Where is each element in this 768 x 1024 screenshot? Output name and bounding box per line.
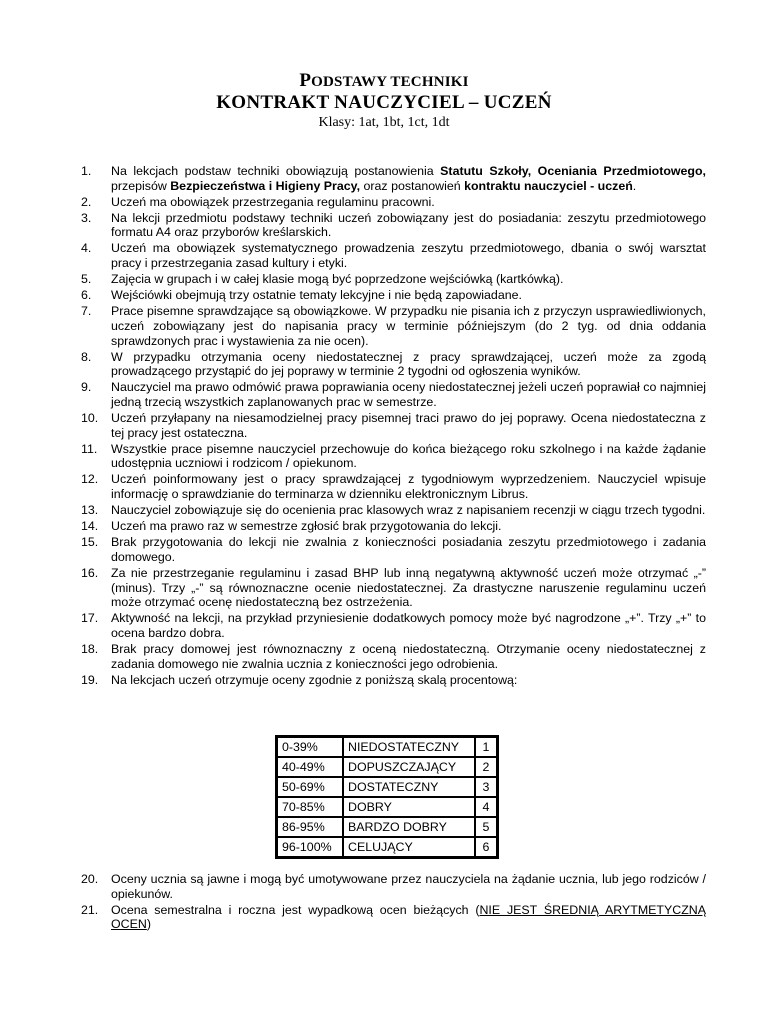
rule-text-underlined: NIE JEST ŚREDNIĄ ARYTMETYCZNĄ OCEN [111, 902, 706, 932]
rule-item [78, 288, 706, 303]
grade-value-cell: 1 [475, 737, 497, 757]
rule-number: 9. [81, 380, 92, 395]
grade-scale-row [277, 837, 497, 857]
rule-text: Uczeń ma obowiązek systematycznego prowadzenia zeszytu przedmiotowego, dbania o swój warsztat pracy i przestrzegania zasad kultury i etyki. [111, 241, 706, 271]
rule-number: 7. [81, 304, 92, 319]
rule-item [78, 304, 706, 348]
rule-item [78, 195, 706, 210]
grade-range-cell: 40-49% [277, 757, 343, 777]
rule-number: 4. [81, 241, 92, 256]
grade-name-cell: DOSTATECZNY [343, 777, 475, 797]
rule-text: Wejściówki obejmują trzy ostatnie tematy lekcyjne i nie będą zapowiadane. [111, 288, 522, 303]
rule-text: Na lekcjach uczeń otrzymuje oceny zgodnie z poniższą skalą procentową: [111, 672, 518, 687]
rule-item [78, 611, 706, 640]
grade-name-cell: DOBRY [343, 797, 475, 817]
grade-scale-row [277, 817, 497, 837]
rule-number: 5. [81, 272, 92, 287]
subject-title [0, 70, 768, 92]
rule-text: ) [146, 917, 151, 932]
rule-number: 12. [81, 472, 99, 487]
rule-text: Za nie przestrzeganie regulaminu i zasad BHP lub inną negatywną aktywność uczeń może otrzymać „-” (minus). Trzy „-” są równoznaczne ocenie niedostatecznej. Za drastyczne naruszenie regulaminu uczeń może otrzymać ocenę niedostateczną bez ostrzeżenia. [111, 565, 706, 610]
contract-title: KONTRAKT NAUCZYCIEL – UCZEŃ [216, 92, 552, 113]
grade-range-cell: 50-69% [277, 777, 343, 797]
rule-number: 11. [81, 441, 98, 456]
grade-range-cell: 96-100% [277, 837, 343, 857]
grade-scale-table [275, 735, 499, 859]
grade-scale-row [277, 737, 497, 757]
rule-text: Aktywność na lekcji, na przykład przyniesienie dodatkowych pomocy może być nagrodzone „+”. Trzy „+” to ocena bardzo dobra. [111, 611, 706, 640]
grade-scale-row [277, 777, 497, 797]
rule-item [78, 241, 706, 270]
rule-number: 17. [81, 611, 99, 626]
rule-item [78, 272, 706, 287]
rule-number: 1. [81, 164, 92, 178]
rule-number: 20. [81, 872, 99, 886]
rule-number: 18. [81, 641, 99, 656]
rule-number: 10. [81, 411, 99, 425]
rule-number: 3. [81, 210, 92, 225]
grade-name-cell: DOPUSZCZAJĄCY [343, 757, 475, 777]
rule-text: Prace pisemne sprawdzające są obowiązkowe. W przypadku nie pisania ich z przyczyn usprawiedliwionych, uczeń zobowiązany jest do napisania pracy w terminie późniejszym (do 2 tyg. od dnia oddania sprawdzonych prac i wystawienia za nie ocen). [111, 304, 706, 348]
rule-text-bold: kontraktu nauczyciel - uczeń [464, 178, 633, 193]
rule-text: Uczeń przyłapany na niesamodzielnej pracy pisemnej traci prawo do jej poprawy. Ocena niedostateczna z tej pracy jest ostateczna. [111, 411, 706, 440]
rule-text: . [632, 178, 637, 193]
rules-list-continued [78, 872, 706, 933]
rule-text-bold: Statutu Szkoły, Oceniania Przedmiotowego, [440, 164, 707, 178]
grade-scale-row [277, 797, 497, 817]
rule-text: Ocena semestralna i roczna jest wypadkową ocen bieżących ( [111, 902, 480, 917]
rule-item [78, 673, 706, 688]
rule-number: 16. [81, 565, 99, 580]
grade-value-cell: 2 [475, 757, 497, 777]
rule-text: Uczeń poinformowany jest o pracy sprawdzającej z tygodniowym wyprzedzeniem. Nauczyciel wpisuje informację o sprawdzianie do terminarza w dzienniku elektronicznym Librus. [111, 472, 706, 501]
rule-text: Zajęcia w grupach i w całej klasie mogą być poprzedzone wejściówką (kartkówką). [111, 272, 564, 287]
rule-item [78, 411, 706, 440]
rule-text: Brak przygotowania do lekcji nie zwalnia z konieczności posiadania zeszytu przedmiotowego i zadania domowego. [111, 535, 706, 564]
grade-range-cell: 0-39% [277, 737, 343, 757]
rules-list [78, 164, 706, 689]
rule-item [78, 519, 706, 534]
rule-item [78, 472, 706, 501]
rule-item [78, 566, 706, 610]
rule-text: Uczeń ma prawo raz w semestrze zgłosić brak przygotowania do lekcji. [111, 519, 502, 534]
grade-value-cell: 3 [475, 777, 497, 797]
rule-text: Nauczyciel ma prawo odmówić prawa poprawiania oceny niedostatecznej jeżeli uczeń poprawiał co najmniej jedną trzecią wszystkich zaplanowanych prac w semestrze. [111, 380, 706, 409]
rule-number: 14. [81, 519, 99, 534]
rule-item [78, 211, 706, 240]
rule-number: 6. [81, 288, 92, 303]
rule-text: Wszystkie prace pisemne nauczyciel przechowuje do końca bieżącego roku szkolnego i na każde żądanie udostępnia uczniowi i rodzicom / opiekunom. [111, 441, 706, 471]
subject-title-initial: P [299, 70, 312, 91]
rule-text: Na lekcji przedmiotu podstawy techniki uczeń zobowiązany jest do posiadania: zeszytu przedmiotowego formatu A4 oraz przyborów kreślarskich. [111, 210, 706, 240]
rule-text: oraz postanowień [360, 178, 465, 193]
rule-text: W przypadku otrzymania oceny niedostatecznej z pracy sprawdzającej, uczeń może za zgodą prowadzącego przystąpić do jej poprawy w terminie 2 tygodni od ogłoszenia wyników. [111, 349, 706, 379]
grade-scale-row [277, 757, 497, 777]
grade-range-cell: 70-85% [277, 797, 343, 817]
rule-text: Uczeń ma obowiązek przestrzegania regulaminu pracowni. [111, 194, 435, 209]
rule-text-bold: Bezpieczeństwa i Higieny Pracy, [170, 178, 361, 193]
rule-item [78, 380, 706, 409]
grade-value-cell: 6 [475, 837, 497, 857]
grade-name-cell: NIEDOSTATECZNY [343, 737, 475, 757]
rule-text: Oceny ucznia są jawne i mogą być umotywowane przez nauczyciela na żądanie ucznia, lub jego rodziców / opiekunów. [111, 872, 706, 901]
rule-number: 15. [81, 535, 99, 550]
rule-number: 13. [81, 503, 99, 518]
rule-number: 8. [81, 349, 92, 364]
rule-item [78, 503, 706, 518]
rule-text: przepisów [111, 178, 171, 193]
grade-value-cell: 4 [475, 797, 497, 817]
rule-number: 19. [81, 672, 99, 687]
rule-text: Nauczyciel zobowiązuje się do ocenienia prac klasowych wraz z napisaniem recenzji w ciągu trzech tygodni. [111, 503, 706, 518]
grade-name-cell: BARDZO DOBRY [343, 817, 475, 837]
rule-item [78, 164, 706, 193]
subject-title-rest: ODSTAWY TECHNIKI [311, 74, 469, 90]
classes-line: Klasy: 1at, 1bt, 1ct, 1dt [318, 115, 450, 130]
rule-item [78, 872, 706, 901]
rule-item [78, 903, 706, 932]
grade-value-cell: 5 [475, 817, 497, 837]
rule-number: 21. [81, 902, 99, 917]
rule-item [78, 535, 706, 564]
rule-item [78, 350, 706, 379]
grade-range-cell: 86-95% [277, 817, 343, 837]
rule-text: Brak pracy domowej jest równoznaczny z oceną niedostateczną. Otrzymanie oceny niedostatecznej z zadania domowego nie zwalnia ucznia z konieczności jego odrobienia. [111, 641, 706, 671]
grade-name-cell: CELUJĄCY [343, 837, 475, 857]
rule-item [78, 642, 706, 671]
rule-item [78, 442, 706, 471]
rule-number: 2. [81, 194, 92, 209]
rule-text: Na lekcjach podstaw techniki obowiązują postanowienia [111, 164, 441, 178]
